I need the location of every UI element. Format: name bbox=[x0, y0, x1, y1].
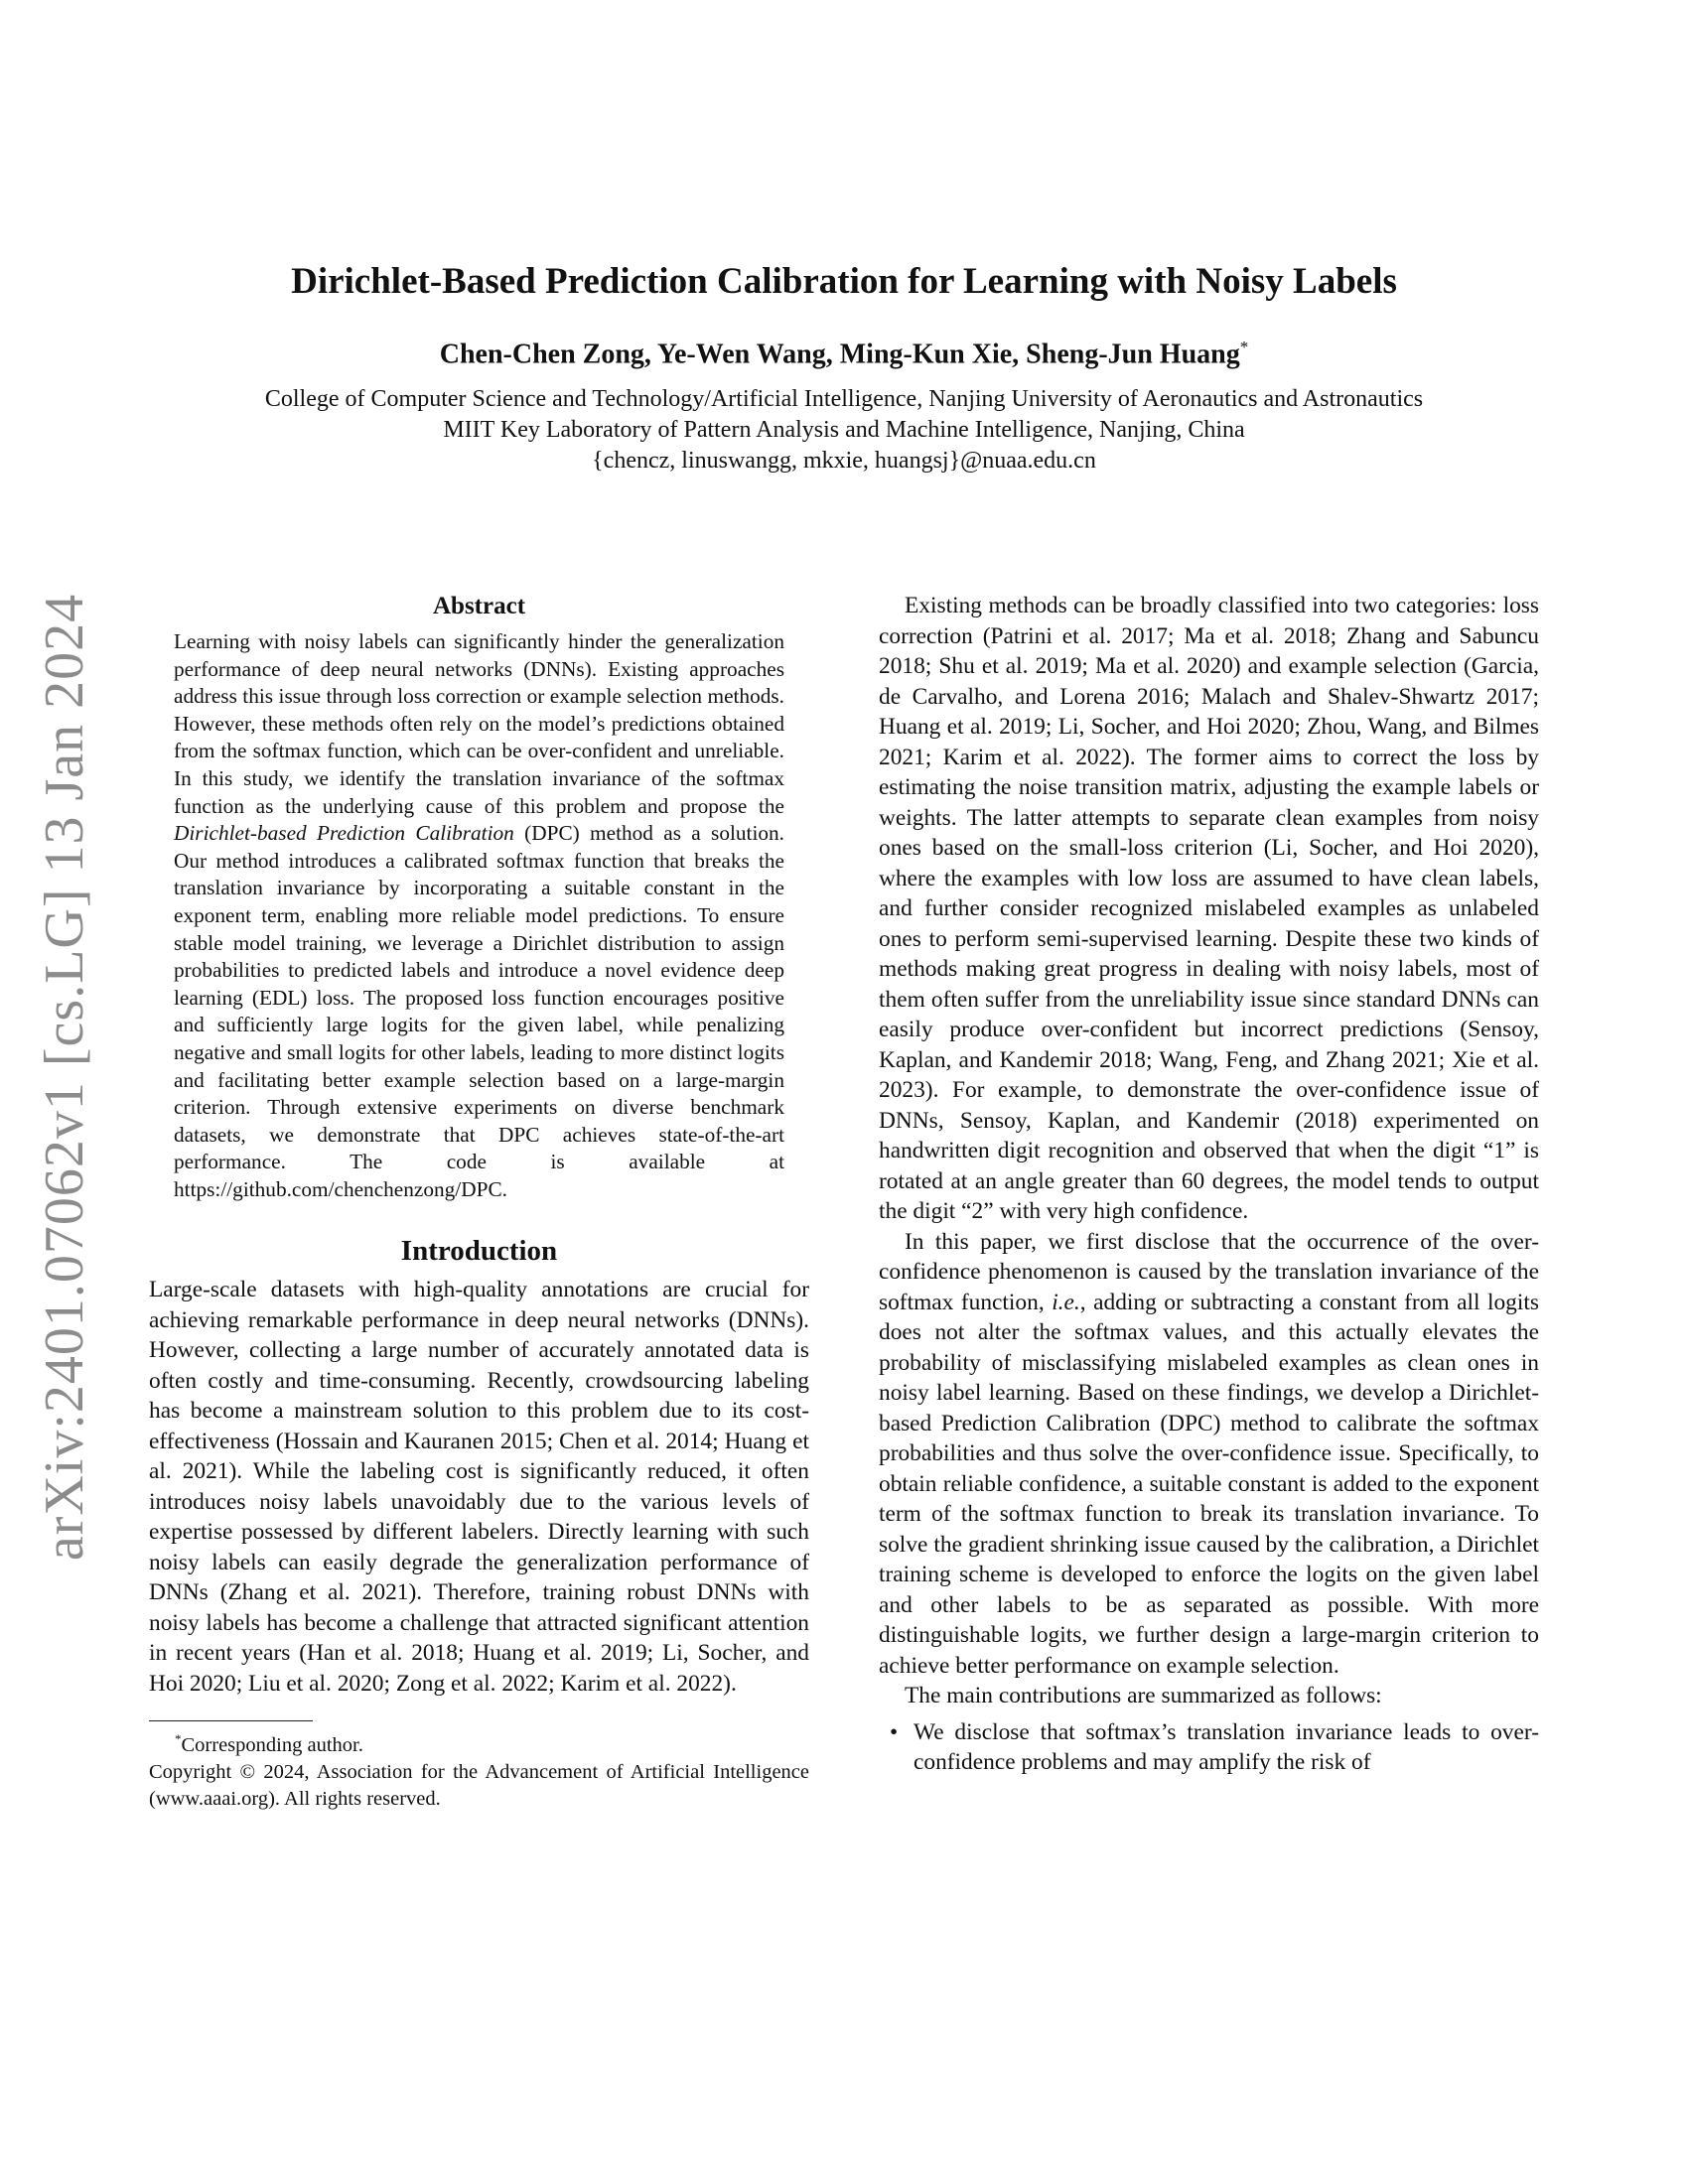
intro-paragraph-3 bbox=[879, 1227, 1539, 1682]
author-names: Chen-Chen Zong, Ye-Wen Wang, Ming-Kun Xie, Sheng-Jun Huang bbox=[439, 339, 1240, 370]
contribution-text: We disclose that softmax’s translation invariance leads to over-confidence problems and may amplify the risk of bbox=[914, 1718, 1539, 1775]
intro-paragraph-1: Large-scale datasets with high-quality annotations are crucial for achieving remarkable performance in deep neural networks (DNNs). However, collecting a large number of accurately annotated data is often costly and time-consuming. Recently, crowdsourcing labeling has become a mainstream solution to this problem due to its cost-effectiveness (Hossain and Kauranen 2015; Chen et al. 2014; Huang et al. 2021). While the labeling cost is significantly reduced, it often introduces noisy labels unavoidably due to the various levels of expertise possessed by different labelers. Directly learning with such noisy labels can easily degrade the generalization performance of DNNs (Zhang et al. 2021). Therefore, training robust DNNs with noisy labels has become a challenge that attracted significant attention in recent years (Han et al. 2018; Huang et al. 2019; Li, Socher, and Hoi 2020; Liu et al. 2020; Zong et al. 2022; Karim et al. 2022). bbox=[149, 1277, 809, 1697]
author-list bbox=[149, 330, 1539, 372]
introduction-heading: Introduction bbox=[400, 1235, 558, 1268]
right-column bbox=[879, 591, 1539, 1778]
footnote-divider bbox=[149, 1720, 313, 1721]
paper-title: Dirichlet-Based Prediction Calibration for Learning with Noisy Labels bbox=[291, 261, 1397, 302]
author-emails: {chencz, linuswangg, mkxie, huangsj}@nuaa.edu.cn bbox=[592, 448, 1096, 475]
affiliation-line-1: College of Computer Science and Technology/Artificial Intelligence, Nanjing University of Aeronautics and Astronautics bbox=[264, 386, 1424, 413]
intro-paragraph-4: The main contributions are summarized as follows: bbox=[905, 1683, 1382, 1708]
paper-header bbox=[149, 258, 1539, 477]
intro-p3-part-1: In this paper, we first disclose that the occurrence of the over-confidence phenomenon is caused by the translation invariance of the softmax function, bbox=[879, 1228, 1539, 1315]
abstract-text-part-2: (DPC) method as a solution. Our method introduces a calibrated softmax function that breaks the translation invariance by incorporating a suitable constant in the exponent term, enabling more reliable model predictions. To ensure stable model training, we leverage a Dirichlet distribution to assign probabilities to predicted labels and introduce a novel evidence deep learning (EDL) loss. The proposed loss function encourages positive and sufficiently large logits for the given label, while penalizing negative and small logits for other labels, leading to more distinct logits and facilitating better example selection based on a large-margin criterion. Through extensive experiments on diverse benchmark datasets, we demonstrate that DPC achieves state-of-the-art performance. The code is available at https://github.com/chenchenzong/DPC. bbox=[174, 821, 785, 1201]
footnote-mark: * bbox=[175, 1731, 182, 1747]
arxiv-identifier: arXiv:2401.07062v1 [cs.LG] 13 Jan 2024 bbox=[34, 593, 95, 1562]
abstract-text bbox=[149, 628, 809, 1203]
intro-p3-ie: i.e. bbox=[1052, 1289, 1080, 1315]
left-column bbox=[149, 591, 809, 1813]
intro-paragraph-2: Existing methods can be broadly classified into two categories: loss correction (Patrini et al. 2017; Ma et al. 2018; Zhang and Sabuncu 2018; Shu et al. 2019; Ma et al. 2020) and example selection (Garcia, de Carvalho, and Lorena 2016; Malach and Shalev-Shwartz 2017; Huang et al. 2019; Li, Socher, and Hoi 2020; Zhou, Wang, and Bilmes 2021; Karim et al. 2022). The former aims to correct the loss by estimating the noise transition matrix, adjusting the example labels or weights. The latter attempts to separate clean examples from noisy ones based on the small-loss criterion (Li, Socher, and Hoi 2020), where the examples with low loss are assumed to have clean labels, and further consider recognized mislabeled examples as unlabeled ones to perform semi-supervised learning. Despite these two kinds of methods making great progress in dealing with noisy labels, most of them often suffer from the unreliability issue since standard DNNs can easily produce over-confident but incorrect predictions (Sensoy, Kaplan, and Kandemir 2018; Wang, Feng, and Zhang 2021; Xie et al. 2023). For example, to demonstrate the over-confidence issue of DNNs, Sensoy, Kaplan, and Kandemir (2018) experimented on handwritten digit recognition and observed that when the digit “1” is rotated at an angle greater than 60 degrees, the model tends to output the digit “2” with very high confidence. bbox=[879, 593, 1539, 1224]
contribution-item bbox=[890, 1717, 1539, 1778]
affiliation-line-2: MIIT Key Laboratory of Pattern Analysis and Machine Intelligence, Nanjing, China bbox=[443, 417, 1245, 444]
abstract-heading: Abstract bbox=[432, 593, 526, 619]
copyright-notice: Copyright © 2024, Association for the Advancement of Artificial Intelligence (www.aaai.org). All rights reserved. bbox=[149, 1761, 809, 1811]
intro-p3-part-2: , adding or subtracting a constant from all logits does not alter the softmax values, and this actually elevates the probability of misclassifying mislabeled examples as clean ones in noisy label learning. Based on these findings, we develop a Dirichlet-based Prediction Calibration (DPC) method to calibrate the softmax probabilities and thus solve the over-confidence issue. Specifically, to obtain reliable confidence, a suitable constant is added to the exponent term of the softmax function to break its translation invariance. To solve the gradient shrinking issue caused by the calibration, a Dirichlet training scheme is developed to enforce the logits on the given label and other labels to be as separated as possible. With more distinguishable logits, we further design a large-margin criterion to achieve better performance on example selection. bbox=[879, 1289, 1539, 1679]
footnote-corresponding-text: Corresponding author. bbox=[181, 1734, 363, 1757]
abstract-text-part-1: Learning with noisy labels can significantly hinder the generalization performance of deep neural networks (DNNs). Existing approaches address this issue through loss correction or example selection methods. However, these methods often rely on the model’s predictions obtained from the softmax function, which can be over-confident and unreliable. In this study, we identify the translation invariance of the softmax function as the underlying cause of this problem and propose the bbox=[174, 629, 784, 818]
bullet-icon: • bbox=[890, 1718, 899, 1745]
corresponding-mark: * bbox=[1239, 338, 1249, 356]
corresponding-footnote bbox=[149, 1725, 809, 1759]
footnotes bbox=[149, 1725, 809, 1813]
arxiv-sidebar bbox=[20, 581, 109, 1573]
abstract-method-name: Dirichlet-based Prediction Calibration bbox=[174, 821, 514, 846]
contributions-list bbox=[879, 1717, 1539, 1778]
affiliations bbox=[149, 384, 1539, 477]
